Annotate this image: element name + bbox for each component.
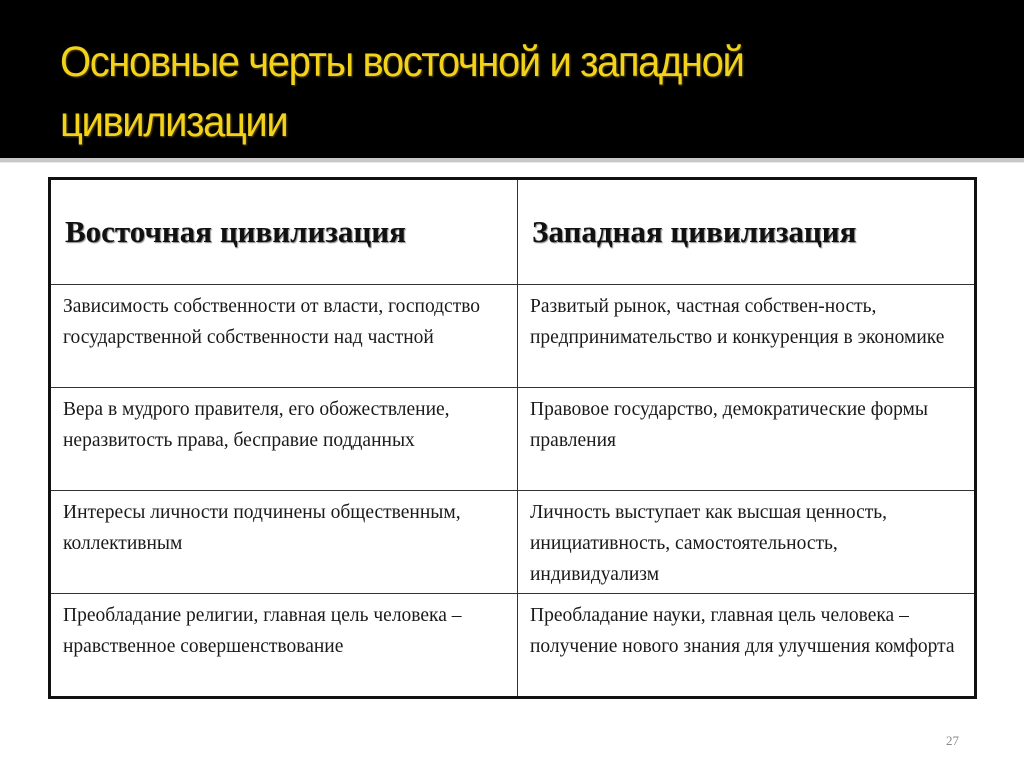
comparison-table bbox=[48, 177, 977, 699]
slide-title: Основные черты восточной и западной цивилизации bbox=[60, 38, 744, 146]
table-header-row bbox=[50, 179, 976, 285]
cell-western: Правовое государство, демократические формы правления bbox=[518, 388, 976, 491]
cell-western: Преобладание науки, главная цель человека – получение нового знания для улучшения комфорта bbox=[518, 594, 976, 698]
cell-western: Личность выступает как высшая ценность, инициативность, самостоятельность, индивидуализм bbox=[518, 491, 976, 594]
cell-eastern: Зависимость собственности от власти, господство государственной собственности над частной bbox=[50, 285, 518, 388]
table-row bbox=[50, 285, 976, 388]
header-western: Западная цивилизация bbox=[518, 179, 976, 285]
divider bbox=[0, 158, 1024, 163]
header-eastern: Восточная цивилизация bbox=[50, 179, 518, 285]
table-row bbox=[50, 388, 976, 491]
table-row bbox=[50, 491, 976, 594]
cell-western: Развитый рынок, частная собствен-ность, предпринимательство и конкуренция в экономике bbox=[518, 285, 976, 388]
page-number: 27 bbox=[946, 733, 959, 748]
cell-eastern: Интересы личности подчинены общественным, коллективным bbox=[50, 491, 518, 594]
cell-eastern: Вера в мудрого правителя, его обожествление, неразвитость права, бесправие подданных bbox=[50, 388, 518, 491]
title-bar bbox=[0, 0, 1024, 158]
table-row bbox=[50, 594, 976, 698]
cell-eastern: Преобладание религии, главная цель человека – нравственное совершенствование bbox=[50, 594, 518, 698]
